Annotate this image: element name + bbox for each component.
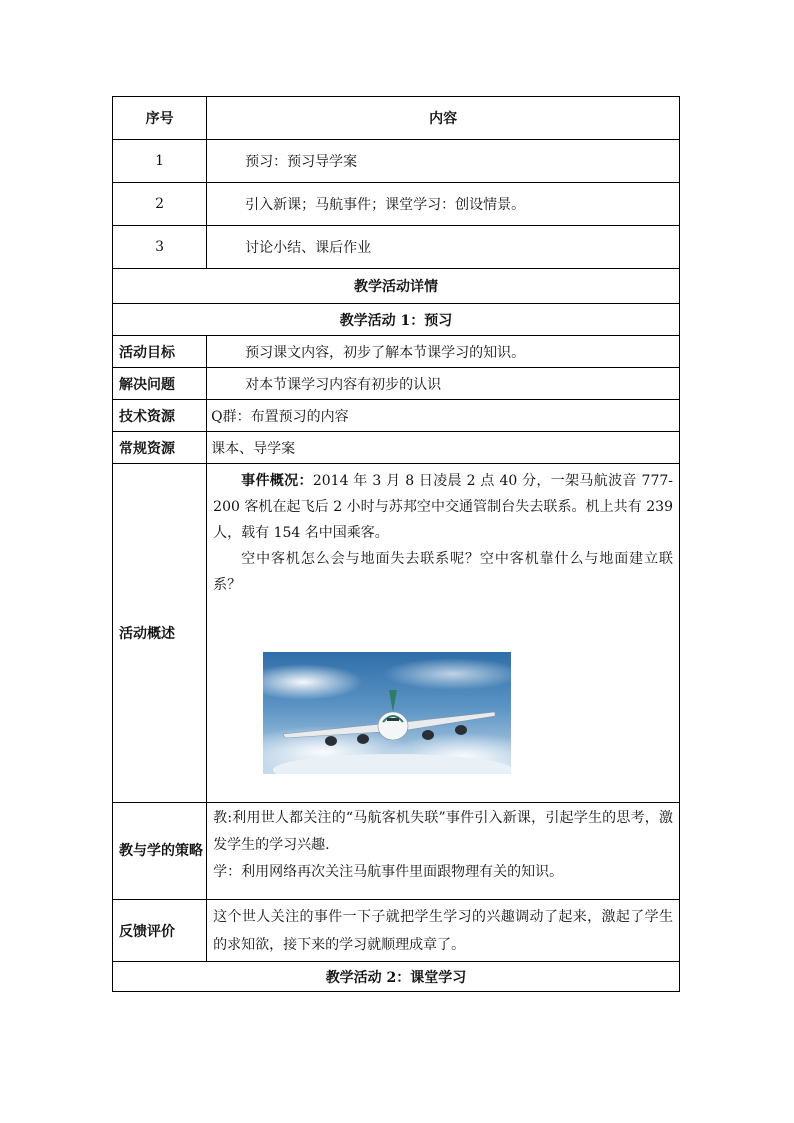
overview-paragraph-2: 空中客机怎么会与地面失去联系呢？空中客机靠什么与地面建立联系？ xyxy=(213,551,673,593)
table-header-row xyxy=(113,97,680,140)
step-text: 预习：预习导学案 xyxy=(207,140,680,183)
header-index: 序号 xyxy=(113,97,207,140)
regular-row xyxy=(113,432,680,464)
problem-label: 解决问题 xyxy=(113,368,207,400)
tech-text: Q群：布置预习的内容 xyxy=(207,400,680,432)
goal-text: 预习课文内容，初步了解本节课学习的知识。 xyxy=(207,336,680,368)
header-content: 内容 xyxy=(207,97,680,140)
strategy-cell xyxy=(207,803,680,900)
feedback-row xyxy=(113,900,680,962)
overview-lead: 事件概况： xyxy=(241,473,313,489)
step-text: 引入新课；马航事件；课堂学习：创设情景。 xyxy=(207,183,680,226)
overview-label: 活动概述 xyxy=(113,464,207,803)
step-row xyxy=(113,226,680,269)
airplane-photo xyxy=(263,652,511,774)
regular-label: 常规资源 xyxy=(113,432,207,464)
activity1-title-row xyxy=(113,304,680,336)
strategy-label: 教与学的策略 xyxy=(113,803,207,900)
regular-text: 课本、导学案 xyxy=(207,432,680,464)
strategy-row xyxy=(113,803,680,900)
strategy-teach: 教:利用世人都关注的“马航客机失联”事件引入新课，引起学生的思考，激发学生的学习兴趣. xyxy=(213,810,673,853)
goal-label: 活动目标 xyxy=(113,336,207,368)
details-title-row xyxy=(113,269,680,304)
tech-label: 技术资源 xyxy=(113,400,207,432)
problem-text: 对本节课学习内容有初步的认识 xyxy=(207,368,680,400)
step-number: 1 xyxy=(113,140,207,183)
activity2-title-row xyxy=(113,962,680,992)
step-row xyxy=(113,140,680,183)
feedback-label: 反馈评价 xyxy=(113,900,207,962)
overview-text-1: 2014 年 3 月 8 日凌晨 2 点 40 分，一架马航波音 777-200 客机在起飞后 2 小时与苏邦空中交通管制台失去联系。机上共有 239 人，载有 154 名中国乘客。 xyxy=(213,473,674,541)
lesson-plan-table xyxy=(112,96,680,992)
overview-row xyxy=(113,464,680,803)
step-text: 讨论小结、课后作业 xyxy=(207,226,680,269)
step-row xyxy=(113,183,680,226)
overview-paragraph-1 xyxy=(213,468,673,546)
step-number: 3 xyxy=(113,226,207,269)
problem-row xyxy=(113,368,680,400)
step-number: 2 xyxy=(113,183,207,226)
strategy-learn: 学：利用网络再次关注马航事件里面跟物理有关的知识。 xyxy=(213,864,564,880)
activity2-title: 教学活动 2：课堂学习 xyxy=(113,962,680,992)
overview-cell xyxy=(207,464,680,803)
details-title: 教学活动详情 xyxy=(113,269,680,304)
goal-row xyxy=(113,336,680,368)
activity1-title: 教学活动 1：预习 xyxy=(113,304,680,336)
feedback-text: 这个世人关注的事件一下子就把学生学习的兴趣调动了起来，激起了学生的求知欲，接下来的学习就顺理成章了。 xyxy=(207,900,680,962)
tech-row xyxy=(113,400,680,432)
